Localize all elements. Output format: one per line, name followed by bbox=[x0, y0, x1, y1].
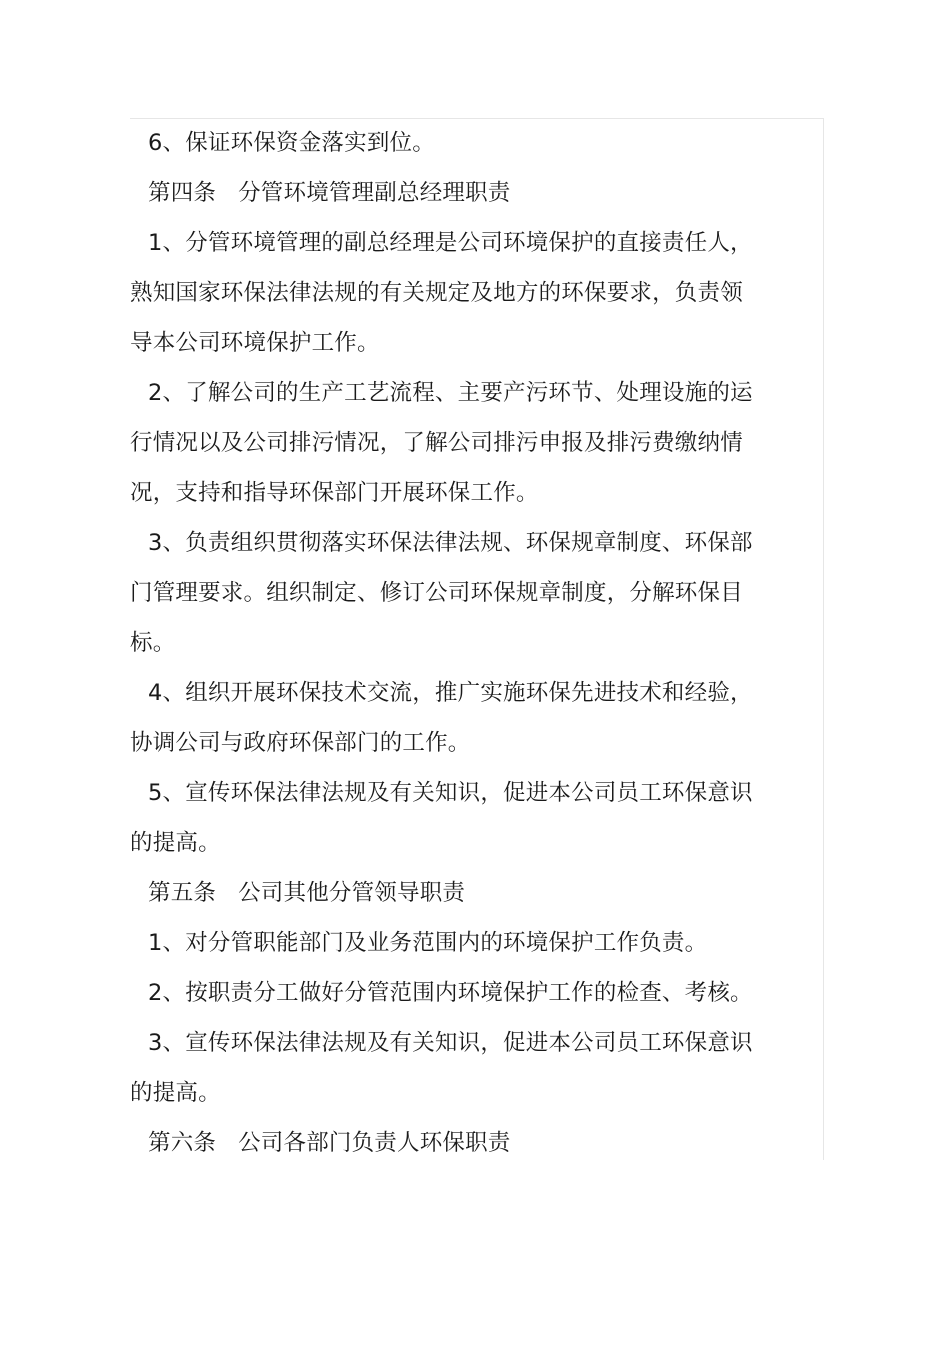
article-number: 第四条 bbox=[148, 180, 217, 206]
paragraph-line: 6、保证环保资金落实到位。 bbox=[148, 130, 435, 156]
paragraph-line: 导本公司环境保护工作。 bbox=[130, 330, 380, 356]
article-title: 公司其他分管领导职责 bbox=[238, 880, 466, 906]
paragraph-line: 门管理要求。组织制定、修订公司环保规章制度，分解环保目 bbox=[130, 580, 743, 606]
article-number: 第五条 bbox=[148, 880, 217, 906]
paragraph-line: 的提高。 bbox=[130, 1080, 221, 1106]
paragraph-line: 3、负责组织贯彻落实环保法律法规、环保规章制度、环保部 bbox=[148, 530, 753, 556]
paragraph-line: 2、了解公司的生产工艺流程、主要产污环节、处理设施的运 bbox=[148, 380, 753, 406]
paragraph-line: 5、宣传环保法律法规及有关知识，促进本公司员工环保意识 bbox=[148, 780, 753, 806]
paragraph-line: 3、宣传环保法律法规及有关知识，促进本公司员工环保意识 bbox=[148, 1030, 753, 1056]
paragraph-line: 4、组织开展环保技术交流，推广实施环保先进技术和经验， bbox=[148, 680, 753, 706]
paragraph-line: 1、分管环境管理的副总经理是公司环境保护的直接责任人， bbox=[148, 230, 753, 256]
paragraph-line: 1、对分管职能部门及业务范围内的环境保护工作负责。 bbox=[148, 930, 708, 956]
paragraph-line: 熟知国家环保法律法规的有关规定及地方的环保要求，负责领 bbox=[130, 280, 743, 306]
paragraph-line: 行情况以及公司排污情况，了解公司排污申报及排污费缴纳情 bbox=[130, 430, 743, 456]
article-number: 第六条 bbox=[148, 1130, 217, 1156]
article-title: 分管环境管理副总经理职责 bbox=[238, 180, 511, 206]
article-heading bbox=[130, 168, 770, 218]
article-heading bbox=[130, 868, 770, 918]
paragraph-line: 的提高。 bbox=[130, 830, 221, 856]
paragraph-line: 标。 bbox=[130, 630, 176, 656]
document-body bbox=[130, 118, 770, 1168]
paragraph-line: 2、按职责分工做好分管范围内环境保护工作的检查、考核。 bbox=[148, 980, 753, 1006]
paragraph-line: 况，支持和指导环保部门开展环保工作。 bbox=[130, 480, 539, 506]
article-heading bbox=[130, 1118, 770, 1168]
paragraph-line: 协调公司与政府环保部门的工作。 bbox=[130, 730, 471, 756]
article-title: 公司各部门负责人环保职责 bbox=[238, 1130, 511, 1156]
